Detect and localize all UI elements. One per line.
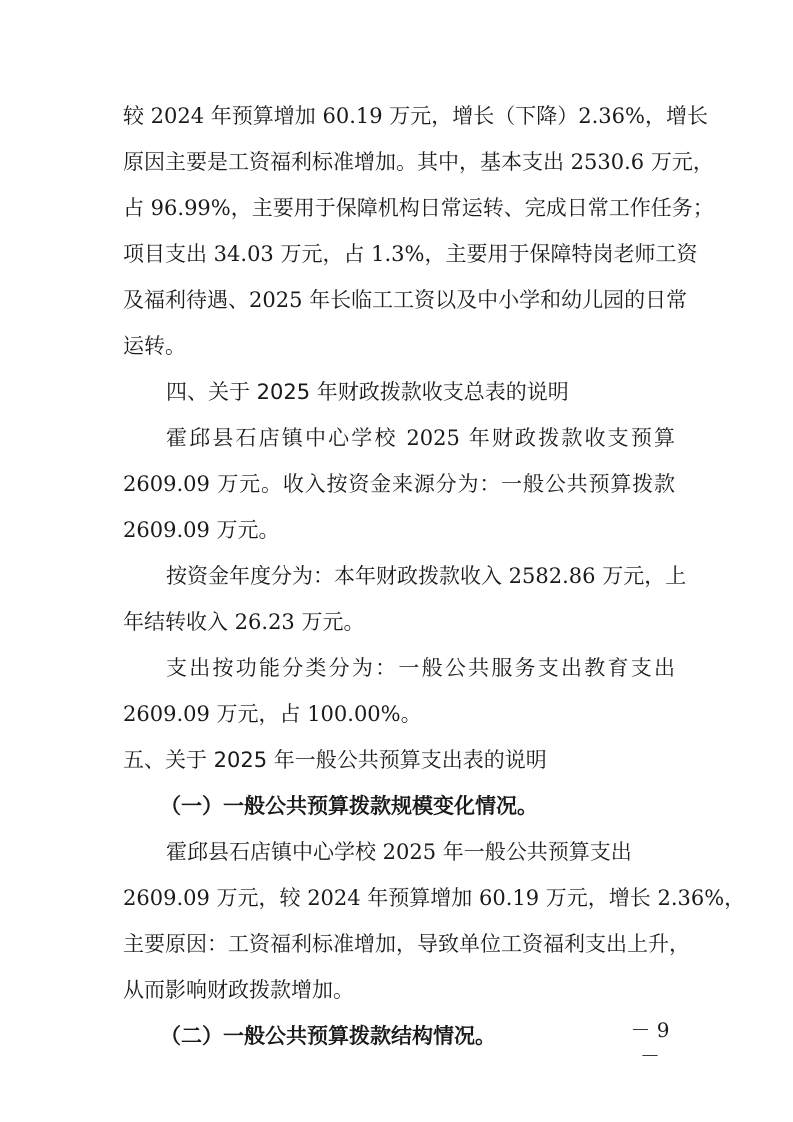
section-heading-5: 五、关于 2025 年一般公共预算支出表的说明 (123, 748, 547, 772)
subsection-heading-1: （一）一般公共预算拨款规模变化情况。 (160, 793, 538, 818)
paragraph-line: 2609.09 万元，较 2024 年预算增加 60.19 万元，增长 2.36%， (123, 886, 746, 910)
paragraph-line: 2609.09 万元。 (123, 518, 280, 542)
paragraph-line: 年结转收入 26.23 万元。 (123, 610, 365, 634)
page-number: － 9 － (630, 1018, 670, 1068)
paragraph-line: 原因主要是工资福利标准增加。其中，基本支出 2530.6 万元， (123, 150, 714, 174)
subsection-heading-2: （二）一般公共预算拨款结构情况。 (160, 1023, 496, 1048)
section-heading-4: 四、关于 2025 年财政拨款收支总表的说明 (166, 380, 569, 404)
paragraph-line: 运转。 (123, 334, 186, 358)
paragraph-line: 主要原因：工资福利标准增加，导致单位工资福利支出上升， (123, 932, 690, 956)
paragraph-line: 及福利待遇、2025 年长临工工资以及中小学和幼儿园的日常 (123, 288, 688, 312)
paragraph-line: 项目支出 34.03 万元，占 1.3%，主要用于保障特岗老师工资 (123, 242, 698, 266)
paragraph-line: 较 2024 年预算增加 60.19 万元，增长（下降）2.36%，增长 (123, 104, 708, 128)
paragraph-line: 2609.09 万元，占 100.00%。 (123, 702, 422, 726)
paragraph-line: 支出按功能分类分为：一般公共服务支出教育支出 (166, 656, 675, 680)
paragraph-line: 占 96.99%，主要用于保障机构日常运转、完成日常工作任务； (123, 196, 714, 220)
paragraph-line: 从而影响财政拨款增加。 (123, 978, 354, 1002)
paragraph-line: 霍邱县石店镇中心学校 2025 年一般公共预算支出 (166, 840, 632, 864)
paragraph-line: 按资金年度分为：本年财政拨款收入 2582.86 万元，上 (166, 564, 687, 588)
paragraph-line: 2609.09 万元。收入按资金来源分为：一般公共预算拨款 (123, 472, 675, 496)
paragraph-line: 霍邱县石店镇中心学校 2025 年财政拨款收支预算 (166, 426, 675, 450)
